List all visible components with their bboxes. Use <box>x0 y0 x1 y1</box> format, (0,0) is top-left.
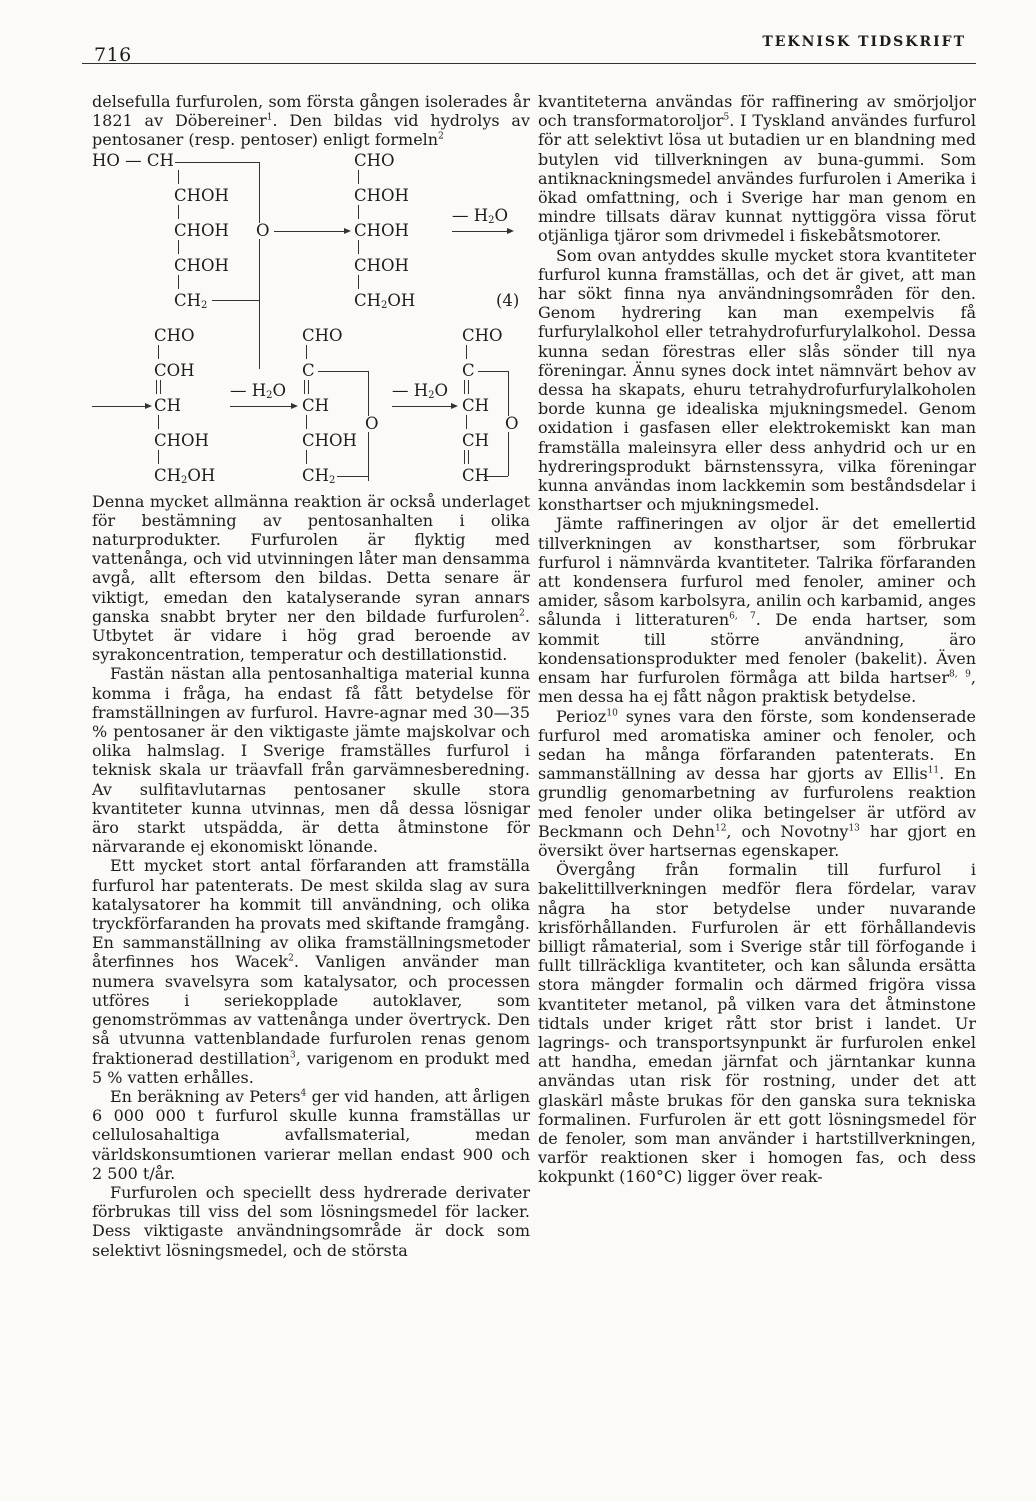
formula-ho-ch: HO — CH <box>92 150 174 170</box>
formula-choh: CHOH <box>154 430 209 450</box>
formula-ring-oxygen: O <box>256 220 270 240</box>
paragraph: Jämte raffineringen av oljor är det emellertid tillverkningen av konsthartser, som förbrukar furfurol i nämnvärda kvantiteter. Talrika förfaranden att kondensera furfurol med fenoler, aminer och amider, såsom karbolsyra, anilin och karbamid, anges sålunda i litteraturen$^{6, 7}$. De enda hartser, som kommit till större användning, äro kondensationsprodukter med fenoler (bakelit). Även ensam har furfurolen förmåga att bilda hartser$^{8, 9}$, men dessa ha ej fått någon praktisk betydelse. <box>538 514 976 707</box>
formula-cho: CHO <box>154 325 195 345</box>
paragraph: Som ovan antyddes skulle mycket stora kvantiteter furfurol kunna framställas, och det är givet, att man har sökt finna nya användningsområden för den. Genom hydrering kan man exempelvis få furfurylalkohol eller tetrahydrofurfurylalkohol. Dessa kunna sedan förestras eller slås sönder till nya föreningar. Ännu synes dock intet nämnvärt behov av dessa ha skapats, ehuru tetrahydrofurfurylalkoholen borde kunna ge idealiska mjukningsmedel. Genom oxidation i gasfasen eller elektrokemiskt kan man framställa maleinsyra eller dess anhydrid och ur en hydreringsprodukt bärnstenssyra, vilka föreningar kunna användas inom lackkemin som beståndsdelar i konsthartser och mjukningsmedel. <box>538 245 976 515</box>
formula-ch2: $CH_2$ <box>174 290 208 311</box>
paragraph: Övergång från formalin till furfurol i bakelittillverkningen medför flera fördelar, varav några ha stor betydelse under nuvarande krisförhållanden. Furfurolen är ett förhållandevis billigt råmaterial, som i Sverige står till förfogande i fullt tillräckliga kvantiteter, och kan sålunda ersätta stora mängder formalin och därmed frigöra vissa kvantiteter metanol, på vilken vara det åtminstone tidtals under kriget rått stor brist i landet. Ur lagrings- och transportsynpunkt är furfurolen enkel att handha, emedan järnfat och järntankar kunna användas utan risk för rostning, under det att glaskärl måste brukas för den ganska sura tekniska formalinen. Furfurolen är ett gott lösningsmedel för de fenoler, som man använder i hartstillverkningen, varför reaktionen sker i homogen fas, och dess kokpunkt (160°C) ligger över reak- <box>538 860 976 1187</box>
formula-minus-water: — $H_2O$ <box>392 380 449 401</box>
paragraph: Fastän nästan alla pentosanhaltiga material kunna komma i fråga, ha endast få fått betydelse för framställningen av furfurol. Havre-agnar med 30—35 % pentosaner är den viktigaste jämte majskolvar och olika halmslag. I Sverige framställes furfurol i teknisk skala ur träavfall från garvämnesberedning. Av sulfitavlutarnas pentosaner skulle stora kvantiteter kunna utvinnas, men då dessa lösnigar äro starkt utspädda, är detta åtminstone för närvarande ej ekonomiskt lönande. <box>92 664 530 857</box>
paragraph: Ett mycket stort antal förfaranden att framställa furfurol har patenterats. De mest skilda slag av sura katalysatorer ha kommit till användning, och olika tryckförfaranden ha provats med skiftande framgång. En sammanställning av olika framställningsmetoder återfinnes hos Wacek$^2$. Vanligen använder man numera svavelsyra som katalysator, och processen utföres i seriekopplade autoklaver, som genomströmmas av vattenånga under övertryck. Den så utvunna vattenblandade furfurolen renas genom fraktionerad destillation$^3$, varigenom en produkt med 5 % vatten erhålles. <box>92 856 530 1087</box>
formula-c: C <box>462 360 475 380</box>
formula-ch: CH <box>462 430 490 450</box>
formula-cho: CHO <box>354 150 395 170</box>
formula-choh: CHOH <box>302 430 357 450</box>
formula-ch: CH <box>302 395 330 415</box>
formula-ch: CH <box>462 465 490 485</box>
formula-choh: CHOH <box>174 185 229 205</box>
header-divider <box>82 63 976 64</box>
formula-choh: CHOH <box>174 255 229 275</box>
paragraph: Denna mycket allmänna reaktion är också underlaget för bestämning av pentosanhalten i olika naturprodukter. Furfurolen är flyktig med vattenånga, och vid utvinningen låter man densamma avgå, allt eftersom den bildas. Detta senare är viktigt, emedan den katalyserande syran annars ganska snabbt bryter ner den bildade furfurolen$^2$. Utbytet är vidare i hög grad beroende av syrakoncentration, temperatur och destillationstid. <box>92 491 530 665</box>
paragraph: En beräkning av Peters$^4$ ger vid handen, att årligen 6 000 000 t furfurol skulle kunna framställas ur cellulosahaltiga avfallsmaterial, medan världskonsumtionen varierar mellan endast 900 och 2 500 t/år. <box>92 1086 530 1183</box>
left-column <box>92 92 530 1260</box>
formula-choh: CHOH <box>354 255 409 275</box>
formula-coh: COH <box>154 360 195 380</box>
formula-ring-oxygen: O <box>505 413 519 433</box>
page-number: 716 <box>94 44 132 66</box>
formula-ch: CH <box>462 395 490 415</box>
formula-choh: CHOH <box>354 185 409 205</box>
paragraph: kvantiteterna användas för raffinering av smörjoljor och transformatoroljor$^5$. I Tyskland användes furfurol för att selektivt lösa ut butadien ur en blandning med butylen vid tillverkningen av buna-gummi. Som antiknackningsmedel användes furfurolen i Amerika i ökad omfattning, och i Sverige har man genom en mindre tillsats därav kunnat nyttiggöra vissa förut otjänliga tjäror som drivmedel i fiskebåtsmotorer. <box>538 92 977 246</box>
formula-minus-water: — $H_2O$ <box>230 380 287 401</box>
formula-ch: CH <box>154 395 182 415</box>
formula-choh: CHOH <box>174 220 229 240</box>
formula-equation-number: (4) <box>496 290 520 310</box>
formula-cho: CHO <box>302 325 343 345</box>
formula-choh: CHOH <box>354 220 409 240</box>
chemical-formula <box>92 150 530 485</box>
paragraph: Perioz$^{10}$ synes vara den förste, som kondenserade furfurol med aromatiska aminer och fenoler, och sedan ha många förfaranden patenterats. En sammanställning av dessa har gjorts av Ellis$^{11}$. En grundlig genomarbetning av furfurolens reaktion med fenoler under olika betingelser är utförd av Beckmann och Dehn$^{12}$, och Novotny$^{13}$ har gjort en översikt över hartsernas egenskaper. <box>538 706 977 860</box>
journal-title: TEKNISK TIDSKRIFT <box>762 34 966 50</box>
paragraph: delsefulla furfurolen, som första gången isolerades år 1821 av Döbereiner$^1$. Den bildas vid hydrolys av pentosaner (resp. pentoser) enligt formeln$^2$ <box>92 92 531 150</box>
paragraph: Furfurolen och speciellt dess hydrerade derivater förbrukas till viss del som lösningsmedel för lacker. Dess viktigaste användningsområde är dock som selektivt lösningsmedel, och de största <box>92 1182 530 1260</box>
formula-ch2oh: $CH_2OH$ <box>354 290 416 311</box>
formula-ring-oxygen: O <box>365 413 379 433</box>
formula-cho: CHO <box>462 325 503 345</box>
formula-minus-water: — $H_2O$ <box>452 205 509 226</box>
formula-ch2oh: $CH_2OH$ <box>154 465 216 486</box>
formula-ch2: $CH_2$ <box>302 465 336 486</box>
right-column <box>538 92 976 1187</box>
formula-c: C <box>302 360 315 380</box>
